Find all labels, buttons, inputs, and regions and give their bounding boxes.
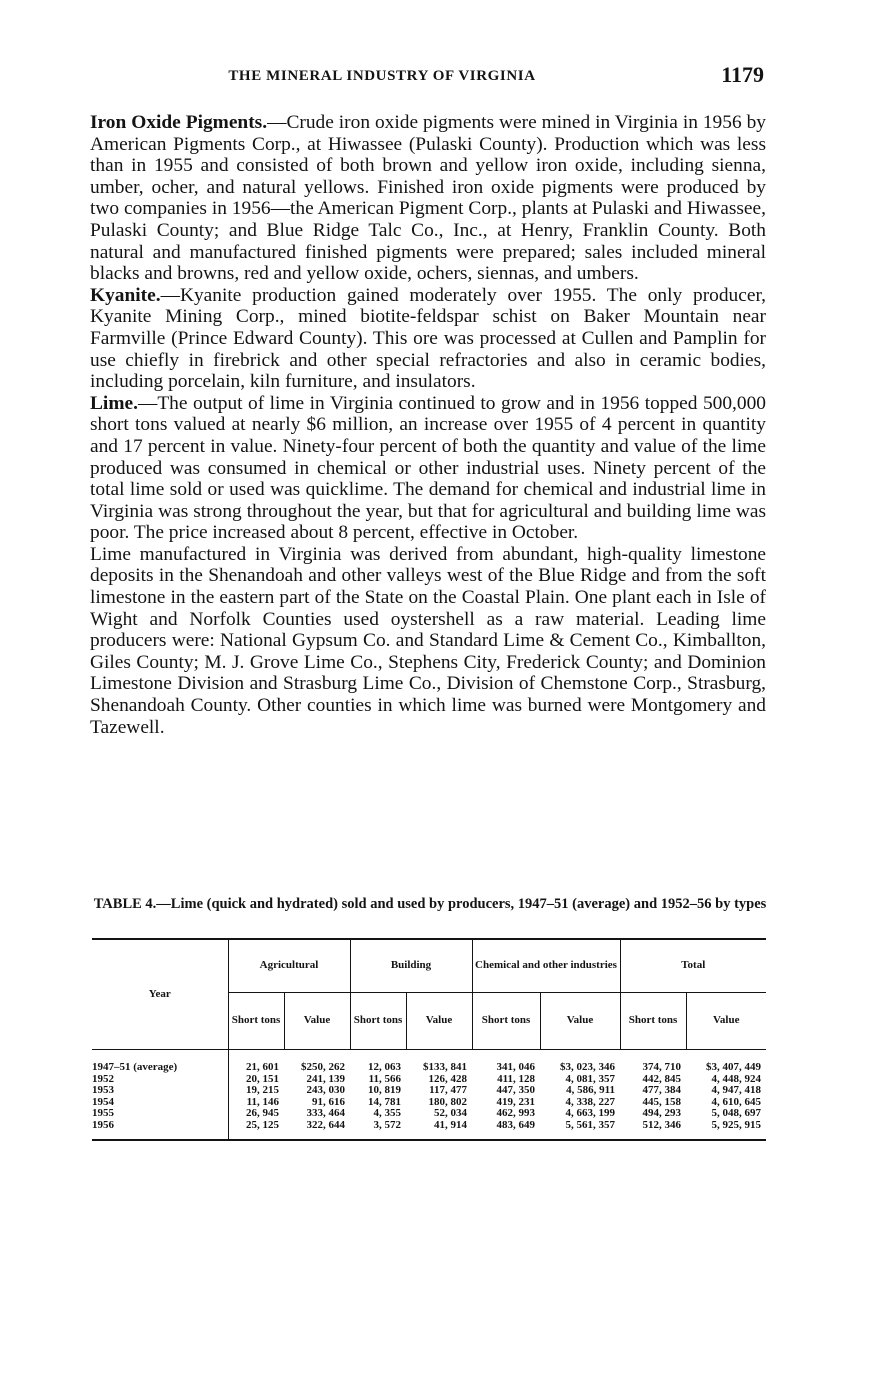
table-cell: 419, 231 [496,1095,535,1108]
table-cell: 4, 610, 645 [711,1095,761,1108]
table-cell: 243, 030 [306,1084,345,1096]
table-cell: 4, 355 [373,1107,401,1119]
table-row [92,1120,766,1141]
table-cell: 10, 819 [368,1084,401,1096]
year-cell: 1954 [92,1095,114,1108]
table-cell: 25, 125 [228,1120,284,1141]
table-cell: 494, 293 [642,1107,681,1119]
paragraph-text: —The output of lime in Virginia continued to grow and in 1956 topped 500,000 short tons valued at nearly $6 million, an increase over 1955 of 4 percent in quantity and 17 percent in value. Ninety-four percent of both the quantity and value of the lime produced was consumed in chemical or other industrial uses. Ninety percent of the total lime sold or used was quicklime. The demand for chemical and industrial lime in Virginia was strong throughout the year, but that for agricultural and building lime was poor. The price increased about 8 percent, effective in October. [90,392,766,544]
table-cell: 341, 046 [496,1061,535,1073]
group-header-total: Total [620,939,766,993]
table-cell: $250, 262 [301,1061,345,1073]
table-cell: 333, 464 [306,1107,345,1119]
table-cell: 3, 572 [373,1118,401,1131]
table-cell: 462, 993 [496,1107,535,1119]
year-cell: 1956 [92,1118,114,1131]
paragraph-text: —Kyanite production gained moderately over 1955. The only producer, Kyanite Mining Corp., mined biotite-feldspar schist on Baker Mountain near Farmville (Prince Edward County). This ore was processed at Cullen and Pamplin for use chiefly in firebrick and other special refractories and also in ceramic bodies, including porcelain, kiln furniture, and insulators. [90,284,766,393]
paragraph-text: —Crude iron oxide pigments were mined in Virginia in 1956 by American Pigments Corp., at Hiwassee (Pulaski County). Production which was less than in 1955 and consisted of both brown and yellow iron oxide, including sienna, umber, ocher, and natural yellows. Finished iron oxide pigments were produced by two companies in 1956—the American Pigment Corp., plants at Pulaski and Hiwassee, Pulaski County; and Blue Ridge Talc Co., Inc., at Henry, Franklin County. Both natural and manufactured finished pigments were prepared; sales included mineral blacks and browns, red and yellow oxide, ochers, siennas, and umbers. [90,112,766,285]
group-header-agricultural: Agricultural [228,939,350,993]
value-header: Value [540,993,620,1050]
paragraph-lime-producers [90,544,766,738]
lime-table [92,938,766,1141]
paragraph-heading: Kyanite. [90,284,161,306]
running-head: THE MINERAL INDUSTRY OF VIRGINIA [228,68,536,84]
paragraph-kyanite [90,285,766,393]
table-cell: 4, 081, 357 [565,1072,615,1085]
table-cell: 4, 663, 199 [565,1107,615,1119]
paragraph-text: Lime manufactured in Virginia was derived from abundant, high-quality limestone deposits in the Shenandoah and other valleys west of the Blue Ridge and from the soft limestone in the eastern part of the State on the Coastal Plain. One plant each in Isle of Wight and Norfolk Counties used oystershell as a raw material. Leading lime producers were: National Gypsum Co. and Standard Lime & Cement Co., Kimballton, Giles County; M. J. Grove Lime Co., Stephens City, Frederick County; and Dominion Limestone Division and Strasburg Lime Co., Division of Chemstone Corp., Strasburg, Shenandoah County. Other counties in which lime was burned were Montgomery and Tazewell. [90,543,766,738]
table-cell: 41, 914 [434,1118,467,1131]
table-cell: 21, 601 [228,1050,284,1074]
paragraph-heading: Iron Oxide Pigments. [90,112,268,133]
paragraph-lime [90,393,766,544]
short-tons-header: Short tons [472,993,540,1050]
table-cell: 11, 146 [228,1097,284,1109]
table-cell: 26, 945 [228,1108,284,1120]
table-cell: 442, 845 [642,1072,681,1085]
table-cell: 477, 384 [642,1084,681,1096]
table-cell: 126, 428 [428,1072,467,1085]
value-header: Value [284,993,350,1050]
lime-table-container [92,938,766,1141]
table-cell: 14, 781 [368,1095,401,1108]
year-cell: 1953 [92,1084,114,1096]
table-cell: 411, 128 [497,1072,535,1085]
paragraph-iron-oxide [90,112,766,285]
table-cell: 447, 350 [496,1084,535,1096]
table-row [92,1085,766,1097]
table-cell: 483, 649 [496,1118,535,1131]
table-cell: 374, 710 [642,1061,681,1073]
table-cell: 512, 346 [642,1118,681,1131]
table-cell: 12, 063 [368,1061,401,1073]
table-cell: 4, 338, 227 [565,1095,615,1108]
table-cell: 445, 158 [642,1095,681,1108]
table-cell: 5, 561, 357 [565,1118,615,1131]
table-cell: 5, 048, 697 [711,1107,761,1119]
group-header-building: Building [350,939,472,993]
table-cell: 4, 448, 924 [711,1072,761,1085]
year-cell: 1955 [92,1107,114,1119]
short-tons-header: Short tons [620,993,686,1050]
table-cell: 322, 644 [306,1118,345,1131]
year-cell: 1947–51 (average) [92,1061,178,1073]
table-cell: 11, 566 [368,1072,401,1085]
paragraph-heading: Lime. [90,392,138,414]
table-cell: 4, 586, 911 [566,1084,615,1096]
table-caption: TABLE 4.—Lime (quick and hydrated) sold and used by producers, 1947–51 (average) and 1952–56 by types [93,896,767,912]
table-cell: $3, 407, 449 [706,1061,761,1073]
value-header: Value [686,993,766,1050]
group-header-chemical: Chemical and other industries [472,939,620,993]
table-cell: 20, 151 [228,1074,284,1086]
value-header: Value [406,993,472,1050]
table-cell: 5, 925, 915 [711,1118,761,1131]
table-cell: 19, 215 [228,1085,284,1097]
table-cell: 91, 616 [312,1095,345,1108]
year-cell: 1952 [92,1072,114,1085]
table-cell: 117, 477 [429,1084,467,1096]
table-cell: 241, 139 [306,1072,345,1085]
page-number: 1179 [721,62,764,87]
table-cell: 180, 802 [428,1095,467,1108]
table-cell: 4, 947, 418 [711,1084,761,1096]
year-header: Year [92,939,228,1050]
table-row [92,1050,766,1074]
table-cell: $3, 023, 346 [560,1061,615,1073]
table-row [92,1108,766,1120]
short-tons-header: Short tons [350,993,406,1050]
body-text [90,112,766,738]
table-cell: $133, 841 [423,1061,467,1073]
short-tons-header: Short tons [228,993,284,1050]
page-header [92,62,772,92]
table-cell: 52, 034 [434,1107,467,1119]
